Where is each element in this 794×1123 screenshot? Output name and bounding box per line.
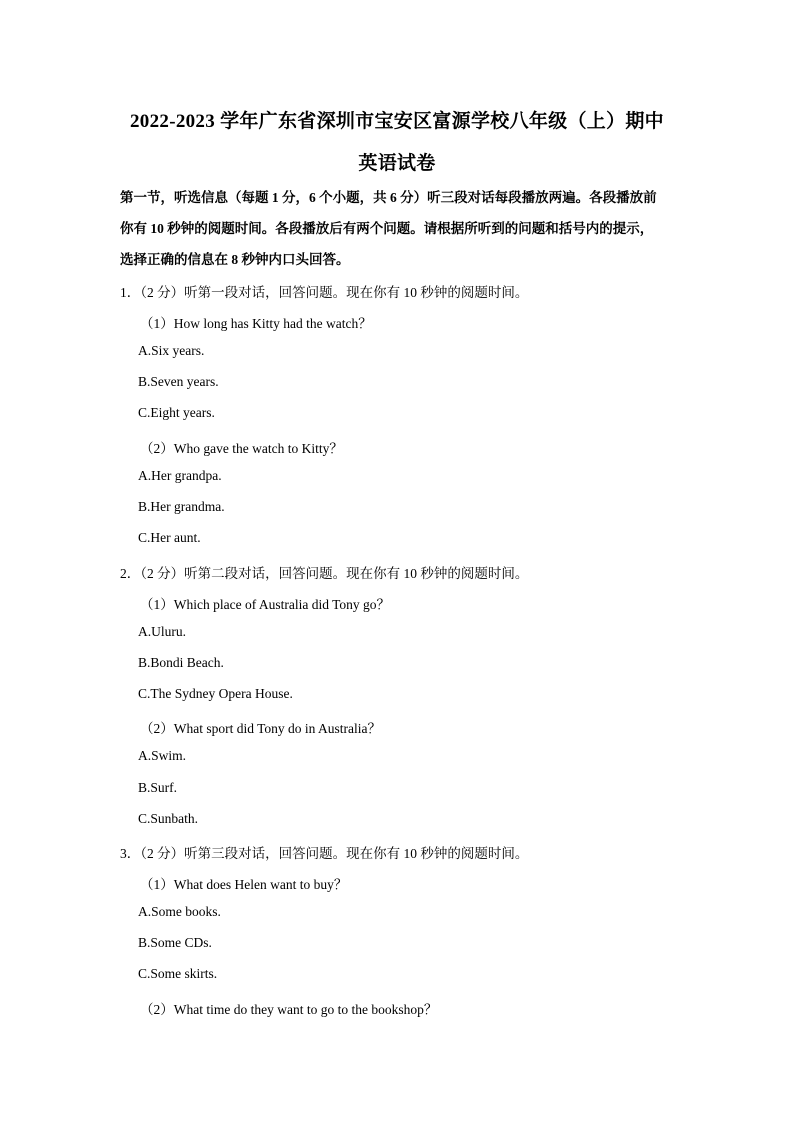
exam-title-line-2: 英语试卷 bbox=[358, 153, 436, 174]
exam-title-line-1: 2022-2023 学年广东省深圳市宝安区富源学校八年级（上）期中 bbox=[130, 111, 664, 132]
question-1-2-option-a: A.Her grandpa. bbox=[138, 468, 222, 483]
section-intro-line-1: 第一节，听选信息（每题 1 分，6 个小题，共 6 分）听三段对话每段播放两遍。各段播放前 bbox=[120, 190, 657, 205]
question-1-2-prompt: （2）Who gave the watch to Kitty？ bbox=[140, 441, 343, 456]
question-1-1-option-c: C.Eight years. bbox=[138, 405, 215, 420]
question-3-header: 3．（2 分）听第三段对话，回答问题。现在你有 10 秒钟的阅题时间。 bbox=[120, 846, 529, 861]
question-1-2-option-b: B.Her grandma. bbox=[138, 499, 225, 514]
question-2-2-option-b: B.Surf. bbox=[138, 780, 178, 795]
question-2-1-option-c: C.The Sydney Opera House. bbox=[138, 686, 293, 701]
question-2-2-option-c: C.Sunbath. bbox=[138, 811, 199, 826]
question-1-2-option-c: C.Her aunt. bbox=[138, 530, 201, 545]
question-2-header: 2．（2 分）听第二段对话，回答问题。现在你有 10 秒钟的阅题时间。 bbox=[120, 566, 529, 581]
question-3-1-option-c: C.Some skirts. bbox=[138, 966, 218, 981]
question-2-1-prompt: （1）Which place of Australia did Tony go？ bbox=[140, 597, 391, 612]
question-1-header: 1．（2 分）听第一段对话，回答问题。现在你有 10 秒钟的阅题时间。 bbox=[120, 285, 529, 300]
question-1-1-option-a: A.Six years. bbox=[138, 343, 205, 358]
question-2-2-prompt: （2）What sport did Tony do in Australia？ bbox=[140, 721, 382, 736]
question-2-2-option-a: A.Swim. bbox=[138, 748, 187, 763]
question-1-1-option-b: B.Seven years. bbox=[138, 374, 219, 389]
question-2-1-option-a: A.Uluru. bbox=[138, 624, 186, 639]
section-intro-line-3: 选择正确的信息在 8 秒钟内口头回答。 bbox=[120, 252, 350, 267]
question-3-1-option-a: A.Some books. bbox=[138, 904, 221, 919]
question-3-1-prompt: （1）What does Helen want to buy？ bbox=[140, 877, 348, 892]
question-3-1-option-b: B.Some CDs. bbox=[138, 935, 212, 950]
question-2-1-option-b: B.Bondi Beach. bbox=[138, 655, 224, 670]
question-3-2-prompt: （2）What time do they want to go to the bookshop？ bbox=[140, 1002, 438, 1017]
section-intro-line-2: 你有 10 秒钟的阅题时间。各段播放后有两个问题。请根据所听到的问题和括号内的提示， bbox=[120, 221, 654, 236]
question-1-1-prompt: （1）How long has Kitty had the watch？ bbox=[140, 316, 372, 331]
